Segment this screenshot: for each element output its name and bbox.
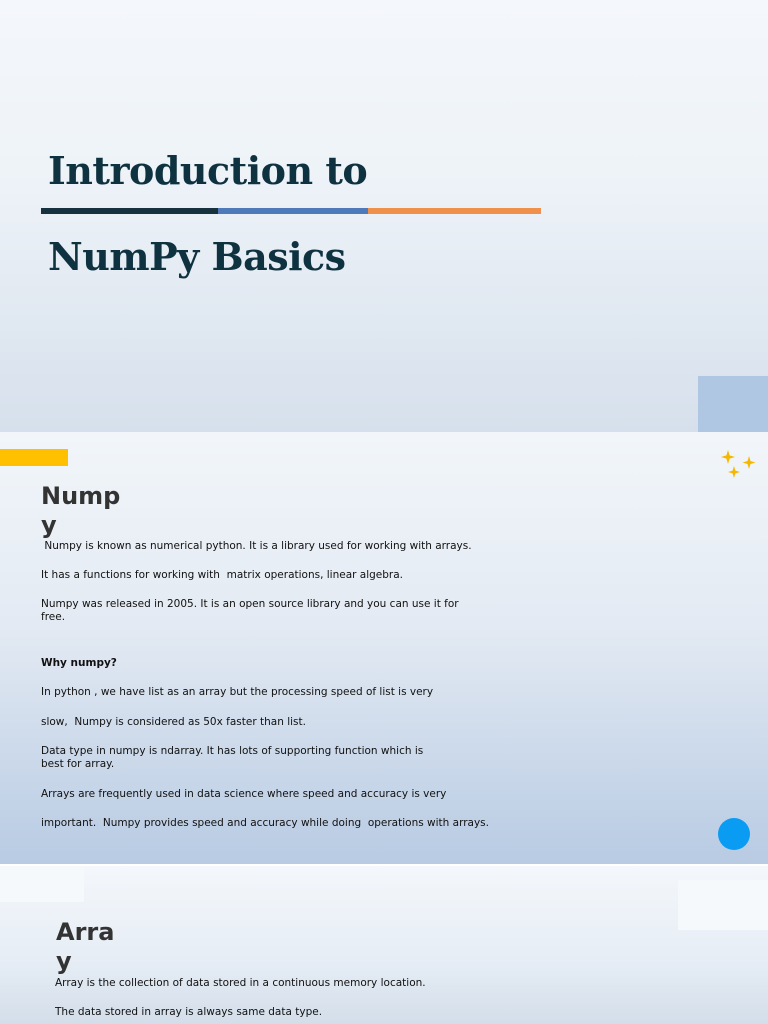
body-paragraph: slow, Numpy is considered as 50x faster than list. [41,716,306,728]
body-paragraph: Data type in numpy is ndarray. It has lots of supporting function which is best for array. [41,745,424,770]
array-slide [0,866,768,1024]
section-heading: Array [56,918,115,975]
subheading: Why numpy? [41,657,117,669]
title-rule-blue-segment [218,208,368,214]
decorative-panel-right [678,880,768,930]
slide-title-line-1: Introduction to [48,148,368,193]
slide-title-line-2: NumPy Basics [48,234,346,279]
body-paragraph: important. Numpy provides speed and accuracy while doing operations with arrays. [41,817,489,829]
title-rule-dark-segment [41,208,218,214]
body-paragraph: Arrays are frequently used in data science where speed and accuracy is very [41,788,447,800]
numpy-slide [0,432,768,864]
body-paragraph: The data stored in array is always same data type. [55,1006,323,1018]
section-heading: Numpy [41,482,121,539]
body-paragraph: It has a functions for working with matrix operations, linear algebra. [41,569,404,581]
decorative-yellow-bar [0,449,68,466]
decorative-blue-dot [718,818,750,850]
body-paragraph: Numpy was released in 2005. It is an open source library and you can use it for free. [41,598,459,623]
body-paragraph: Numpy is known as numerical python. It is a library used for working with arrays. [41,540,472,552]
body-paragraph: Array is the collection of data stored in a continuous memory location. [55,977,426,989]
title-slide [0,0,768,432]
decorative-panel-left [0,866,84,902]
body-paragraph: In python , we have list as an array but the processing speed of list is very [41,686,434,698]
decorative-accent-square [698,376,768,432]
title-rule-orange-segment [368,208,541,214]
sparkles-icon [718,448,762,484]
